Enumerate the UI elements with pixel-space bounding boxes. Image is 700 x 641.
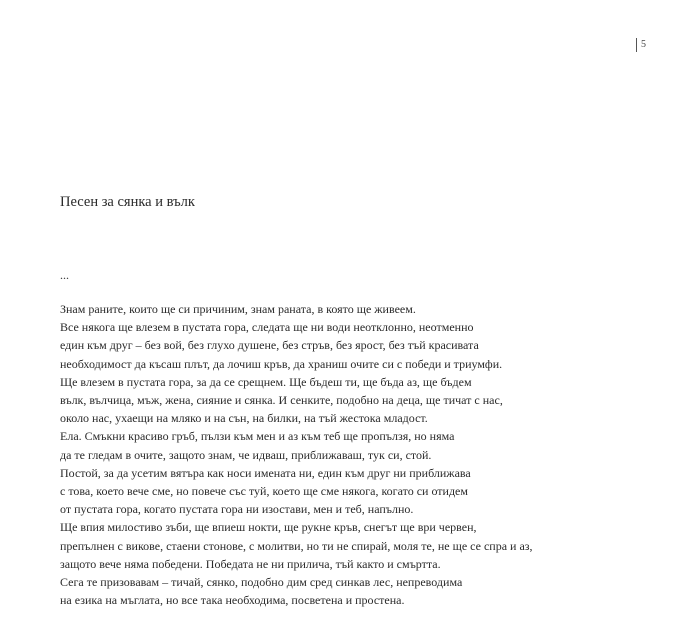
poem-line: препълнен с викове, стаени стонове, с молитви, но ти не спирай, моля те, не ще се спра и аз,: [60, 538, 533, 553]
poem-line: вълк, вълчица, мъж, жена, сияние и сянка. И сенките, подобно на деца, ще тичат с нас,: [60, 393, 503, 408]
poem-line: един към друг – без вой, без глухо душене, без стръв, без ярост, без тъй красивата: [60, 338, 479, 353]
page-number: 5: [641, 39, 646, 50]
poem-line: Ще впия милостиво зъби, ще впиеш нокти, ще рукне кръв, снегът ще ври червен,: [60, 520, 477, 535]
poem-ellipsis: ...: [60, 268, 69, 282]
poem-title: Песен за сянка и вълк: [60, 194, 195, 210]
poem-line: Ще влезем в пустата гора, за да се срещнем. Ще бъдеш ти, ще бъда аз, ще бъдем: [60, 374, 472, 389]
page-number-rule: [636, 38, 637, 52]
page-number-marker: [636, 38, 646, 52]
poem-body: [60, 300, 650, 609]
poem-line: Знам раните, които ще си причиним, знам раната, в която ще живеем.: [60, 302, 416, 316]
poem-line: от пустата гора, когато пустата гора ни изостави, мен и теб, напълно.: [60, 502, 414, 517]
poem-line: Постой, за да усетим вятъра как носи имената ни, един към друг ни приближава: [60, 465, 471, 480]
poem-line: около нас, ухаещи на мляко и на сън, на билки, на тъй жестока младост.: [60, 411, 428, 426]
poem-line: необходимост да късаш плът, да лочиш кръв, да храниш очите си с победи и триумфи.: [60, 356, 503, 371]
poem-line: с това, което вече сме, но повече със туй, което ще сме някога, когато си отидем: [60, 484, 468, 499]
poem-line: да те гледам в очите, защото знам, че идваш, приближаваш, тук си, стой.: [60, 447, 432, 462]
poem-line: защото вече няма победени. Победата не ни прилича, тъй както и смъртта.: [60, 556, 441, 571]
poem-line: на езика на мъглата, но все така необходима, посветена и простена.: [60, 593, 405, 608]
poem-line: Ела. Смъкни красиво гръб, пълзи към мен и аз към теб ще пропълзя, но няма: [60, 429, 455, 444]
poem-line: Все някога ще влезем в пустата гора, следата ще ни води неотклонно, неотменно: [60, 320, 474, 335]
poem-line: Сега те призовавам – тичай, сянко, подобно дим сред синкав лес, непреводима: [60, 575, 463, 590]
